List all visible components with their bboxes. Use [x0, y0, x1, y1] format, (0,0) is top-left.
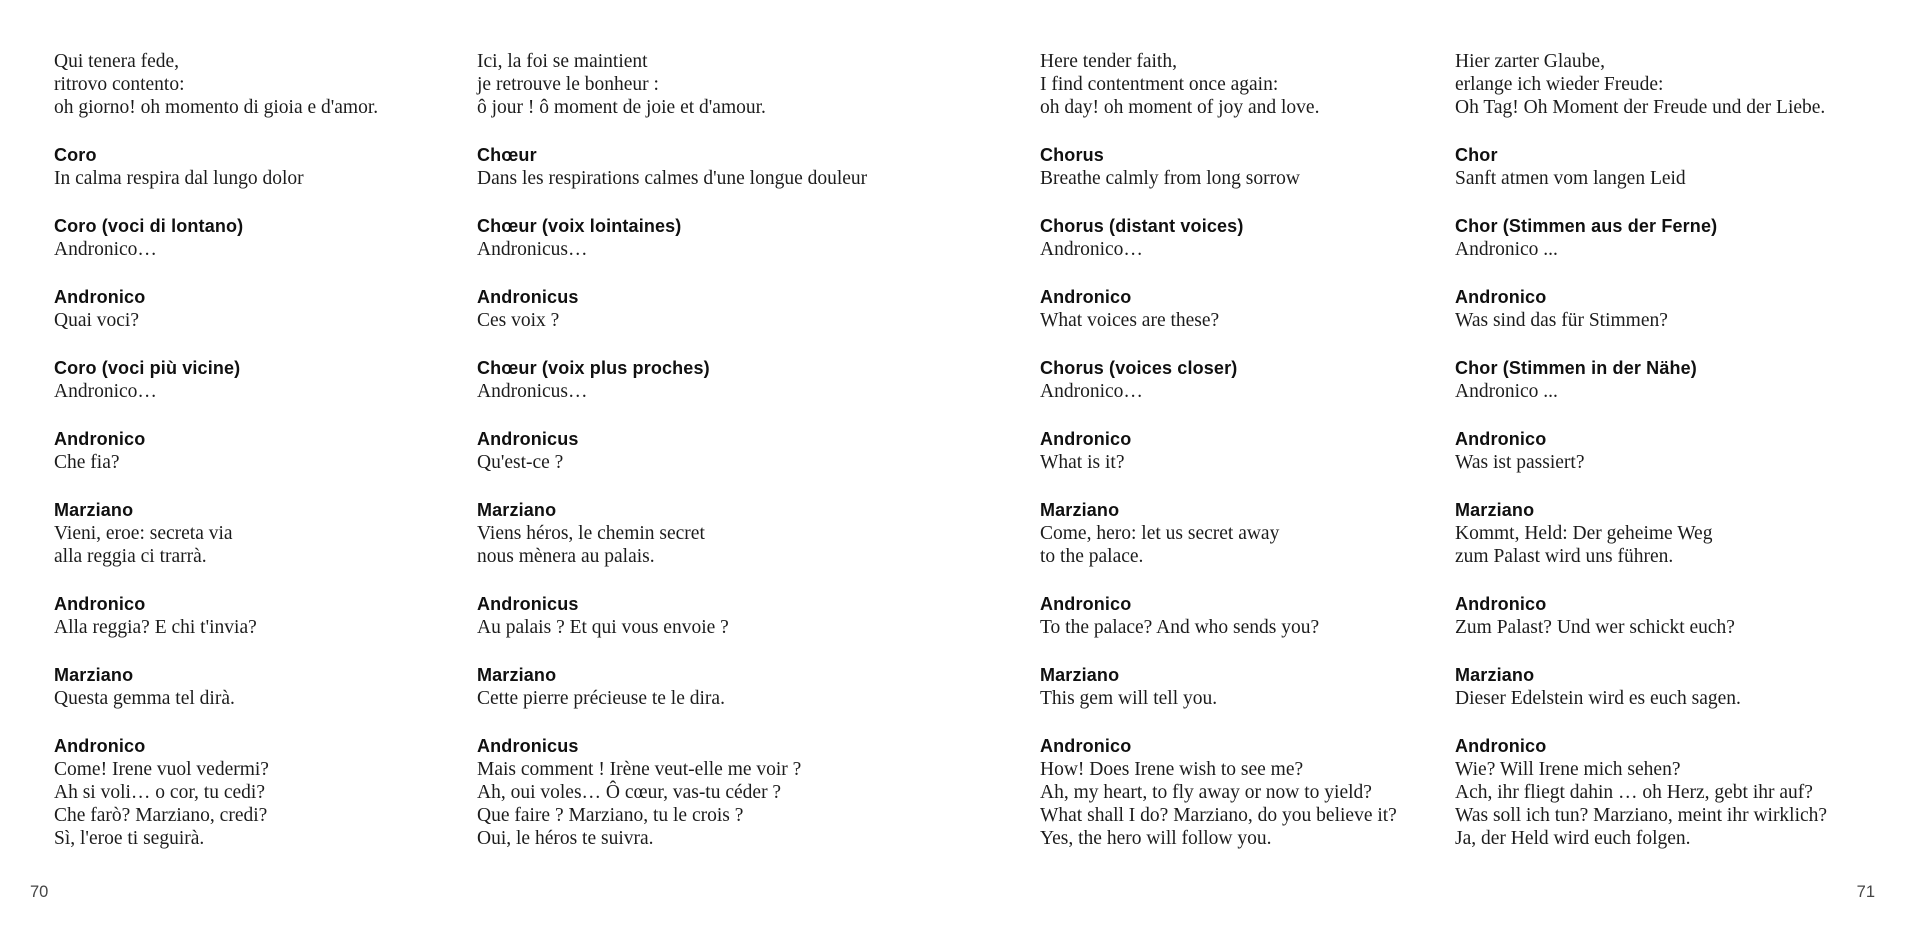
- dialogue-line: ô jour ! ô moment de joie et d'amour.: [477, 97, 766, 118]
- speaker-label: Andronicus: [477, 287, 579, 307]
- speaker-label: Andronico: [1040, 736, 1132, 756]
- page-number-right: 71: [1856, 883, 1875, 901]
- libretto-block: [1455, 50, 1906, 119]
- dialogue-line: oh day! oh moment of joy and love.: [1040, 97, 1320, 118]
- speaker-label: Chœur (voix lointaines): [477, 216, 682, 236]
- dialogue-line: Andronico…: [54, 239, 157, 260]
- dialogue-line: Che farò? Marziano, credi?: [54, 805, 268, 826]
- speaker-label: Andronicus: [477, 594, 579, 614]
- libretto-block: [1455, 428, 1906, 474]
- dialogue-line: Andronico ...: [1455, 239, 1558, 260]
- speaker-label: Andronico: [1455, 736, 1547, 756]
- dialogue-line: nous mènera au palais.: [477, 546, 655, 567]
- speaker-label: Chor (Stimmen in der Nähe): [1455, 358, 1697, 378]
- speaker-label: Andronico: [1455, 429, 1547, 449]
- libretto-block: [54, 144, 477, 190]
- dialogue-line: Kommt, Held: Der geheime Weg: [1455, 523, 1713, 544]
- libretto-block: [477, 428, 1040, 474]
- libretto-block: [1455, 357, 1906, 403]
- dialogue-line: Was soll ich tun? Marziano, meint ihr wirklich?: [1455, 805, 1828, 826]
- dialogue-line: Ah si voli… o cor, tu cedi?: [54, 782, 265, 803]
- dialogue-line: Au palais ? Et qui vous envoie ?: [477, 617, 729, 638]
- dialogue-line: oh giorno! oh momento di gioia e d'amor.: [54, 97, 379, 118]
- dialogue-line: Ici, la foi se maintient: [477, 51, 648, 72]
- speaker-label: Andronicus: [477, 736, 579, 756]
- libretto-block: [1455, 499, 1906, 568]
- dialogue-line: Come, hero: let us secret away: [1040, 523, 1280, 544]
- dialogue-line: I find contentment once again:: [1040, 74, 1279, 95]
- libretto-block: [1455, 286, 1906, 332]
- libretto-block: [1040, 664, 1455, 710]
- dialogue-line: Oh Tag! Oh Moment der Freude und der Liebe.: [1455, 97, 1826, 118]
- libretto-block: [1040, 144, 1455, 190]
- dialogue-line: Andronicus…: [477, 239, 588, 260]
- dialogue-line: Breathe calmly from long sorrow: [1040, 168, 1300, 189]
- libretto-grid: [54, 50, 1906, 850]
- speaker-label: Coro: [54, 145, 97, 165]
- dialogue-line: Qu'est-ce ?: [477, 452, 564, 473]
- libretto-block: [54, 215, 477, 261]
- speaker-label: Andronico: [54, 594, 146, 614]
- dialogue-line: je retrouve le bonheur :: [477, 74, 659, 95]
- speaker-label: Marziano: [1455, 665, 1535, 685]
- dialogue-line: Was sind das für Stimmen?: [1455, 310, 1668, 331]
- dialogue-line: Andronicus…: [477, 381, 588, 402]
- dialogue-line: Come! Irene vuol vedermi?: [54, 759, 269, 780]
- libretto-block: [54, 664, 477, 710]
- dialogue-line: What is it?: [1040, 452, 1125, 473]
- dialogue-line: ritrovo contento:: [54, 74, 185, 95]
- dialogue-line: Dieser Edelstein wird es euch sagen.: [1455, 688, 1741, 709]
- speaker-label: Andronico: [54, 287, 146, 307]
- speaker-label: Chorus: [1040, 145, 1104, 165]
- speaker-label: Marziano: [1455, 500, 1535, 520]
- libretto-block: [54, 593, 477, 639]
- libretto-block: [477, 357, 1040, 403]
- dialogue-line: Ja, der Held wird euch folgen.: [1455, 828, 1691, 849]
- libretto-block: [54, 286, 477, 332]
- libretto-block: [1455, 215, 1906, 261]
- dialogue-line: Was ist passiert?: [1455, 452, 1585, 473]
- dialogue-line: zum Palast wird uns führen.: [1455, 546, 1674, 567]
- dialogue-line: Andronico…: [54, 381, 157, 402]
- dialogue-line: Sì, l'eroe ti seguirà.: [54, 828, 205, 849]
- dialogue-line: Mais comment ! Irène veut-elle me voir ?: [477, 759, 802, 780]
- libretto-block: [477, 286, 1040, 332]
- libretto-block: [54, 428, 477, 474]
- speaker-label: Andronico: [1455, 287, 1547, 307]
- dialogue-line: Zum Palast? Und wer schickt euch?: [1455, 617, 1735, 638]
- speaker-label: Marziano: [477, 665, 557, 685]
- libretto-block: [477, 664, 1040, 710]
- dialogue-line: Sanft atmen vom langen Leid: [1455, 168, 1686, 189]
- dialogue-line: to the palace.: [1040, 546, 1144, 567]
- dialogue-line: To the palace? And who sends you?: [1040, 617, 1320, 638]
- speaker-label: Chorus (voices closer): [1040, 358, 1238, 378]
- dialogue-line: Viens héros, le chemin secret: [477, 523, 705, 544]
- dialogue-line: Dans les respirations calmes d'une longue douleur: [477, 168, 868, 189]
- libretto-block: [1040, 357, 1455, 403]
- speaker-label: Andronico: [1040, 429, 1132, 449]
- dialogue-line: erlange ich wieder Freude:: [1455, 74, 1664, 95]
- libretto-block: [477, 50, 1040, 119]
- libretto-block: [477, 144, 1040, 190]
- dialogue-line: Ces voix ?: [477, 310, 560, 331]
- libretto-block: [1040, 428, 1455, 474]
- speaker-label: Marziano: [1040, 665, 1120, 685]
- dialogue-line: Oui, le héros te suivra.: [477, 828, 654, 849]
- dialogue-line: Wie? Will Irene mich sehen?: [1455, 759, 1681, 780]
- libretto-block: [1455, 144, 1906, 190]
- libretto-block: [1040, 593, 1455, 639]
- speaker-label: Andronico: [54, 736, 146, 756]
- dialogue-line: Andronico ...: [1455, 381, 1558, 402]
- libretto-block: [477, 499, 1040, 568]
- speaker-label: Andronicus: [477, 429, 579, 449]
- speaker-label: Chor: [1455, 145, 1498, 165]
- libretto-block: [54, 50, 477, 119]
- libretto-block: [1040, 50, 1455, 119]
- dialogue-line: This gem will tell you.: [1040, 688, 1218, 709]
- libretto-block: [1455, 664, 1906, 710]
- libretto-block: [54, 357, 477, 403]
- dialogue-line: Andronico…: [1040, 381, 1143, 402]
- dialogue-line: Qui tenera fede,: [54, 51, 180, 72]
- speaker-label: Andronico: [1455, 594, 1547, 614]
- speaker-label: Marziano: [54, 665, 134, 685]
- libretto-block: [1455, 735, 1906, 850]
- speaker-label: Chœur (voix plus proches): [477, 358, 710, 378]
- dialogue-line: Che fia?: [54, 452, 120, 473]
- speaker-label: Chorus (distant voices): [1040, 216, 1244, 236]
- dialogue-line: Vieni, eroe: secreta via: [54, 523, 233, 544]
- dialogue-line: How! Does Irene wish to see me?: [1040, 759, 1304, 780]
- dialogue-line: Cette pierre précieuse te le dira.: [477, 688, 725, 709]
- dialogue-line: Ach, ihr fliegt dahin … oh Herz, gebt ihr auf?: [1455, 782, 1813, 803]
- dialogue-line: Andronico…: [1040, 239, 1143, 260]
- dialogue-line: Yes, the hero will follow you.: [1040, 828, 1272, 849]
- dialogue-line: In calma respira dal lungo dolor: [54, 168, 304, 189]
- libretto-block: [1040, 735, 1455, 850]
- speaker-label: Andronico: [54, 429, 146, 449]
- libretto-block: [1040, 215, 1455, 261]
- libretto-block: [1455, 593, 1906, 639]
- speaker-label: Andronico: [1040, 287, 1132, 307]
- speaker-label: Marziano: [477, 500, 557, 520]
- dialogue-line: Que faire ? Marziano, tu le crois ?: [477, 805, 744, 826]
- speaker-label: Chor (Stimmen aus der Ferne): [1455, 216, 1718, 236]
- libretto-block: [54, 499, 477, 568]
- libretto-block: [54, 735, 477, 850]
- dialogue-line: Ah, oui voles… Ô cœur, vas-tu céder ?: [477, 782, 782, 803]
- speaker-label: Chœur: [477, 145, 537, 165]
- dialogue-line: Questa gemma tel dirà.: [54, 688, 235, 709]
- libretto-block: [477, 735, 1040, 850]
- dialogue-line: alla reggia ci trarrà.: [54, 546, 207, 567]
- dialogue-line: Ah, my heart, to fly away or now to yield?: [1040, 782, 1372, 803]
- libretto-block: [1040, 286, 1455, 332]
- dialogue-line: Here tender faith,: [1040, 51, 1177, 72]
- speaker-label: Marziano: [1040, 500, 1120, 520]
- speaker-label: Coro (voci più vicine): [54, 358, 241, 378]
- speaker-label: Andronico: [1040, 594, 1132, 614]
- dialogue-line: Alla reggia? E chi t'invia?: [54, 617, 257, 638]
- dialogue-line: What shall I do? Marziano, do you believe it?: [1040, 805, 1397, 826]
- libretto-block: [1040, 499, 1455, 568]
- speaker-label: Marziano: [54, 500, 134, 520]
- libretto-block: [477, 215, 1040, 261]
- dialogue-line: Hier zarter Glaube,: [1455, 51, 1605, 72]
- dialogue-line: Quai voci?: [54, 310, 140, 331]
- speaker-label: Coro (voci di lontano): [54, 216, 244, 236]
- dialogue-line: What voices are these?: [1040, 310, 1220, 331]
- libretto-block: [477, 593, 1040, 639]
- page-number-left: 70: [30, 883, 49, 901]
